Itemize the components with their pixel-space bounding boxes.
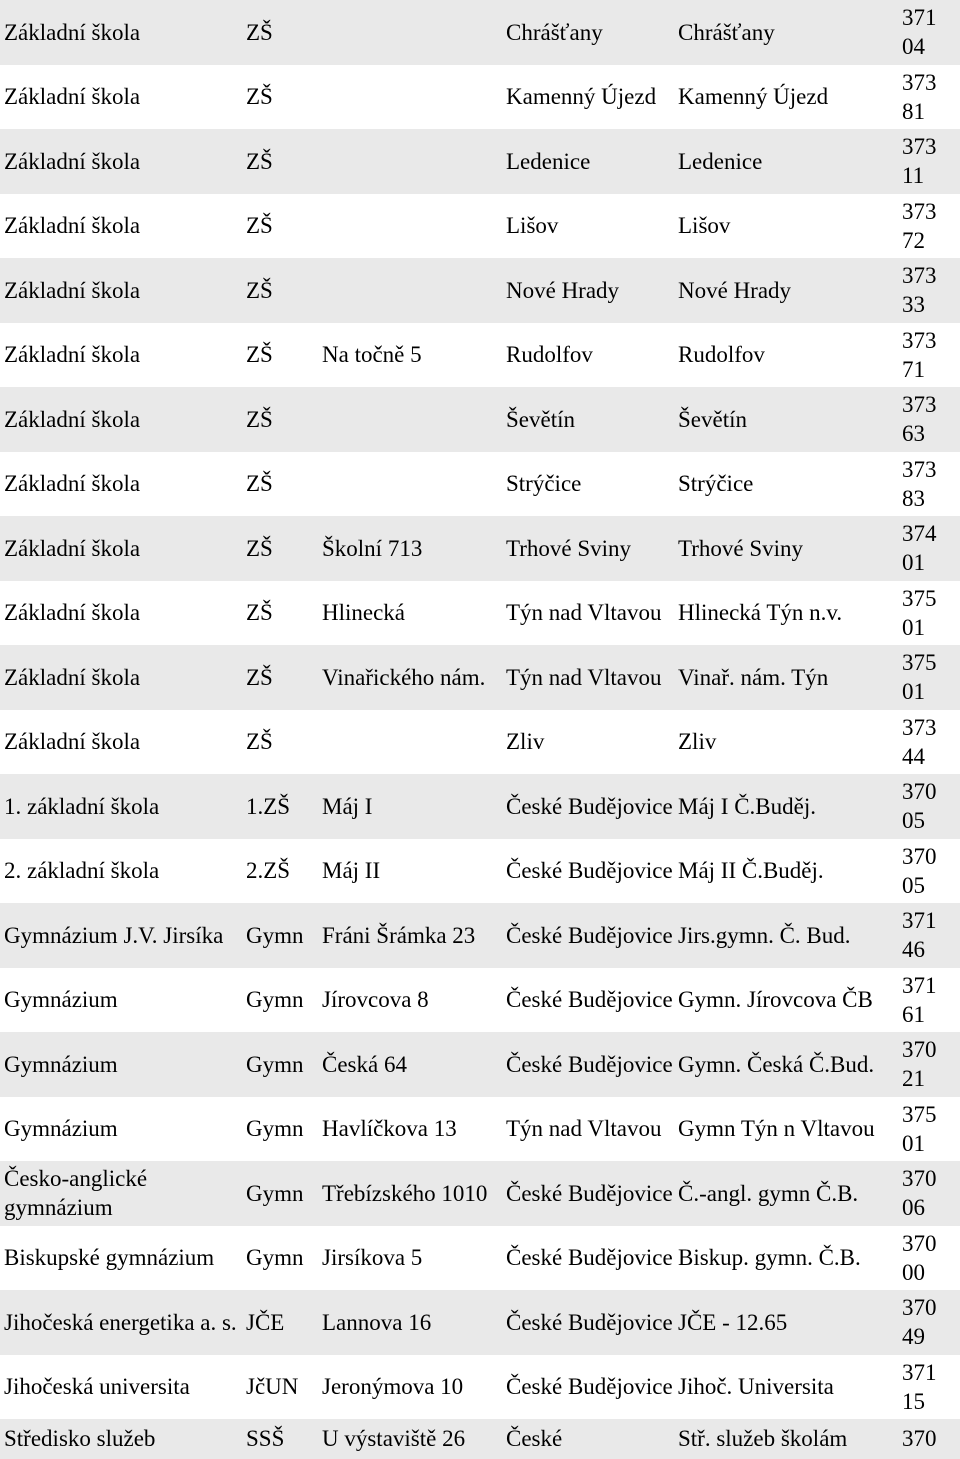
table-row xyxy=(0,194,960,259)
street-cell: Jírovcova 8 xyxy=(322,987,429,1013)
school-abbr-cell: SSŠ xyxy=(246,1426,285,1451)
table-row xyxy=(0,968,960,1033)
zip-code-cell: 370 06 xyxy=(902,1166,937,1221)
street-cell: Jeronýmova 10 xyxy=(322,1374,464,1400)
street-cell: Hlinecká xyxy=(322,600,406,626)
table-row xyxy=(0,903,960,968)
city-cell: České Budějovice xyxy=(506,1245,673,1271)
city-cell: Nové Hrady xyxy=(506,277,620,303)
street-cell: Fráni Šrámka 23 xyxy=(322,922,476,948)
school-name-cell: Základní škola xyxy=(4,664,141,690)
school-abbr-cell: Gymn xyxy=(246,1245,304,1271)
school-abbr-cell: ZŠ xyxy=(246,19,273,45)
table-row xyxy=(0,65,960,130)
table-row xyxy=(0,1290,960,1355)
table-row xyxy=(0,323,960,388)
table-row xyxy=(0,387,960,452)
city-cell: České Budějovice xyxy=(506,858,673,884)
table-row xyxy=(0,1097,960,1162)
school-abbr-cell: ZŠ xyxy=(246,148,273,174)
school-abbr-cell: Gymn xyxy=(246,1180,304,1206)
school-name-cell: Jihočeská energetika a. s. xyxy=(4,1309,237,1335)
school-name-cell: Středisko služeb xyxy=(4,1426,156,1451)
school-name-cell: 2. základní škola xyxy=(4,858,160,884)
school-abbr-cell: ZŠ xyxy=(246,471,273,497)
table-row xyxy=(0,710,960,775)
school-name-cell: Základní škola xyxy=(4,729,141,755)
table-row xyxy=(0,258,960,323)
street-cell xyxy=(318,129,502,194)
short-name-cell: Ledenice xyxy=(678,148,763,174)
zip-code-cell: 373 11 xyxy=(902,134,937,189)
street-cell: Jirsíkova 5 xyxy=(322,1245,423,1271)
short-name-cell: Biskup. gymn. Č.B. xyxy=(678,1245,861,1271)
city-cell: České xyxy=(506,1426,563,1451)
table-row xyxy=(0,581,960,646)
street-cell: Třebízského 1010 xyxy=(322,1180,488,1206)
zip-code-cell: 375 01 xyxy=(902,585,937,640)
city-cell: Chrášťany xyxy=(506,19,603,45)
school-name-cell: Gymnázium xyxy=(4,987,118,1013)
school-name-cell: Základní škola xyxy=(4,19,141,45)
school-name-cell: Základní škola xyxy=(4,535,141,561)
school-name-cell: Česko-anglické gymnázium xyxy=(4,1166,148,1221)
table-row xyxy=(0,129,960,194)
zip-code-cell: 371 04 xyxy=(902,5,937,60)
short-name-cell: Gymn. Česká Č.Bud. xyxy=(678,1051,875,1077)
short-name-cell: Chrášťany xyxy=(678,19,775,45)
zip-code-cell: 373 83 xyxy=(902,456,937,511)
school-name-cell: Základní škola xyxy=(4,148,141,174)
table-row xyxy=(0,1355,960,1420)
zip-code-cell: 370 05 xyxy=(902,779,937,834)
street-cell: Na točně 5 xyxy=(322,342,422,368)
zip-code-cell: 371 15 xyxy=(902,1359,937,1414)
table-row xyxy=(0,1032,960,1097)
school-name-cell: Biskupské gymnázium xyxy=(4,1245,215,1271)
city-cell: České Budějovice xyxy=(506,1374,673,1400)
city-cell: České Budějovice xyxy=(506,1051,673,1077)
city-cell: Ledenice xyxy=(506,148,591,174)
school-abbr-cell: Gymn xyxy=(246,1051,304,1077)
street-cell xyxy=(318,452,502,517)
zip-code-cell: 375 01 xyxy=(902,650,937,705)
school-name-cell: Základní škola xyxy=(4,213,141,239)
zip-code-cell: 373 81 xyxy=(902,69,937,124)
school-abbr-cell: 1.ZŠ xyxy=(246,793,291,819)
school-abbr-cell: JČE xyxy=(246,1309,285,1335)
short-name-cell: Máj I Č.Buděj. xyxy=(678,793,816,819)
table-row xyxy=(0,452,960,517)
city-cell: Týn nad Vltavou xyxy=(506,1116,662,1142)
school-abbr-cell: Gymn xyxy=(246,987,304,1013)
zip-code-cell: 370 00 xyxy=(902,1230,937,1285)
table-row xyxy=(0,1161,960,1226)
table-row xyxy=(0,839,960,904)
city-cell: Zliv xyxy=(506,729,545,755)
table-row xyxy=(0,1226,960,1291)
short-name-cell: Č.-angl. gymn Č.B. xyxy=(678,1180,859,1206)
zip-code-cell: 373 63 xyxy=(902,392,937,447)
school-name-cell: Základní škola xyxy=(4,277,141,303)
short-name-cell: Zliv xyxy=(678,729,717,755)
street-cell xyxy=(318,710,502,775)
short-name-cell: JČE - 12.65 xyxy=(678,1309,788,1335)
school-name-cell: Gymnázium J.V. Jirsíka xyxy=(4,922,224,948)
street-cell: Školní 713 xyxy=(322,535,423,561)
school-abbr-cell: ZŠ xyxy=(246,406,273,432)
street-cell xyxy=(318,65,502,130)
school-abbr-cell: 2.ZŠ xyxy=(246,858,291,884)
school-name-cell: Základní škola xyxy=(4,342,141,368)
city-cell: Rudolfov xyxy=(506,342,593,368)
street-cell xyxy=(318,194,502,259)
zip-code-cell: 370 21 xyxy=(902,1037,937,1092)
school-abbr-cell: ZŠ xyxy=(246,277,273,303)
table-row xyxy=(0,645,960,710)
street-cell: U výstaviště 26 xyxy=(322,1426,466,1451)
school-name-cell: Základní škola xyxy=(4,84,141,110)
street-cell: Máj II xyxy=(322,858,381,884)
city-cell: České Budějovice xyxy=(506,1180,673,1206)
street-cell: Česká 64 xyxy=(322,1051,407,1077)
school-abbr-cell: ZŠ xyxy=(246,213,273,239)
school-abbr-cell: JčUN xyxy=(246,1374,299,1400)
school-name-cell: Základní škola xyxy=(4,471,141,497)
school-abbr-cell: ZŠ xyxy=(246,84,273,110)
short-name-cell: Kamenný Újezd xyxy=(678,84,829,110)
city-cell: Týn nad Vltavou xyxy=(506,664,662,690)
zip-code-cell: 373 44 xyxy=(902,714,937,769)
city-cell: Strýčice xyxy=(506,471,582,497)
short-name-cell: Stř. služeb školám xyxy=(678,1426,848,1451)
school-abbr-cell: Gymn xyxy=(246,1116,304,1142)
city-cell: Kamenný Újezd xyxy=(506,84,657,110)
short-name-cell: Máj II Č.Buděj. xyxy=(678,858,824,884)
short-name-cell: Vinař. nám. Týn xyxy=(678,664,829,690)
short-name-cell: Gymn. Jírovcova ČB xyxy=(678,987,873,1013)
school-abbr-cell: ZŠ xyxy=(246,342,273,368)
street-cell: Lannova 16 xyxy=(322,1309,432,1335)
city-cell: České Budějovice xyxy=(506,793,673,819)
short-name-cell: Strýčice xyxy=(678,471,754,497)
zip-code-cell: 371 61 xyxy=(902,972,937,1027)
table-row xyxy=(0,0,960,65)
zip-code-cell: 371 46 xyxy=(902,908,937,963)
city-cell: České Budějovice xyxy=(506,922,673,948)
school-name-cell: Gymnázium xyxy=(4,1051,118,1077)
street-cell: Havlíčkova 13 xyxy=(322,1116,457,1142)
short-name-cell: Gymn Týn n Vltavou xyxy=(678,1116,875,1142)
zip-code-cell: 370 xyxy=(902,1426,937,1451)
street-cell xyxy=(318,0,502,65)
short-name-cell: Hlinecká Týn n.v. xyxy=(678,600,843,626)
school-abbr-cell: ZŠ xyxy=(246,729,273,755)
zip-code-cell: 374 01 xyxy=(902,521,937,576)
school-abbr-cell: ZŠ xyxy=(246,535,273,561)
short-name-cell: Jirs.gymn. Č. Bud. xyxy=(678,922,851,948)
zip-code-cell: 370 05 xyxy=(902,843,937,898)
zip-code-cell: 375 01 xyxy=(902,1101,937,1156)
short-name-cell: Ševětín xyxy=(678,406,747,432)
zip-code-cell: 373 71 xyxy=(902,327,937,382)
table-row xyxy=(0,516,960,581)
street-cell xyxy=(318,387,502,452)
short-name-cell: Jihoč. Universita xyxy=(678,1374,834,1400)
table-row xyxy=(0,1419,960,1459)
short-name-cell: Nové Hrady xyxy=(678,277,792,303)
city-cell: Trhové Sviny xyxy=(506,535,632,561)
school-name-cell: 1. základní škola xyxy=(4,793,160,819)
city-cell: České Budějovice xyxy=(506,987,673,1013)
zip-code-cell: 373 72 xyxy=(902,198,937,253)
city-cell: Lišov xyxy=(506,213,559,239)
school-abbr-cell: ZŠ xyxy=(246,600,273,626)
school-name-cell: Základní škola xyxy=(4,406,141,432)
school-name-cell: Jihočeská universita xyxy=(4,1374,190,1400)
school-abbr-cell: ZŠ xyxy=(246,664,273,690)
city-cell: České Budějovice xyxy=(506,1309,673,1335)
city-cell: Týn nad Vltavou xyxy=(506,600,662,626)
short-name-cell: Trhové Sviny xyxy=(678,535,804,561)
school-name-cell: Gymnázium xyxy=(4,1116,118,1142)
school-abbr-cell: Gymn xyxy=(246,922,304,948)
school-name-cell: Základní škola xyxy=(4,600,141,626)
street-cell: Vinařického nám. xyxy=(322,664,486,690)
city-cell: Ševětín xyxy=(506,406,575,432)
zip-code-cell: 370 49 xyxy=(902,1295,937,1350)
short-name-cell: Lišov xyxy=(678,213,731,239)
street-cell: Máj I xyxy=(322,793,373,819)
street-cell xyxy=(318,258,502,323)
short-name-cell: Rudolfov xyxy=(678,342,765,368)
table-row xyxy=(0,774,960,839)
zip-code-cell: 373 33 xyxy=(902,263,937,318)
